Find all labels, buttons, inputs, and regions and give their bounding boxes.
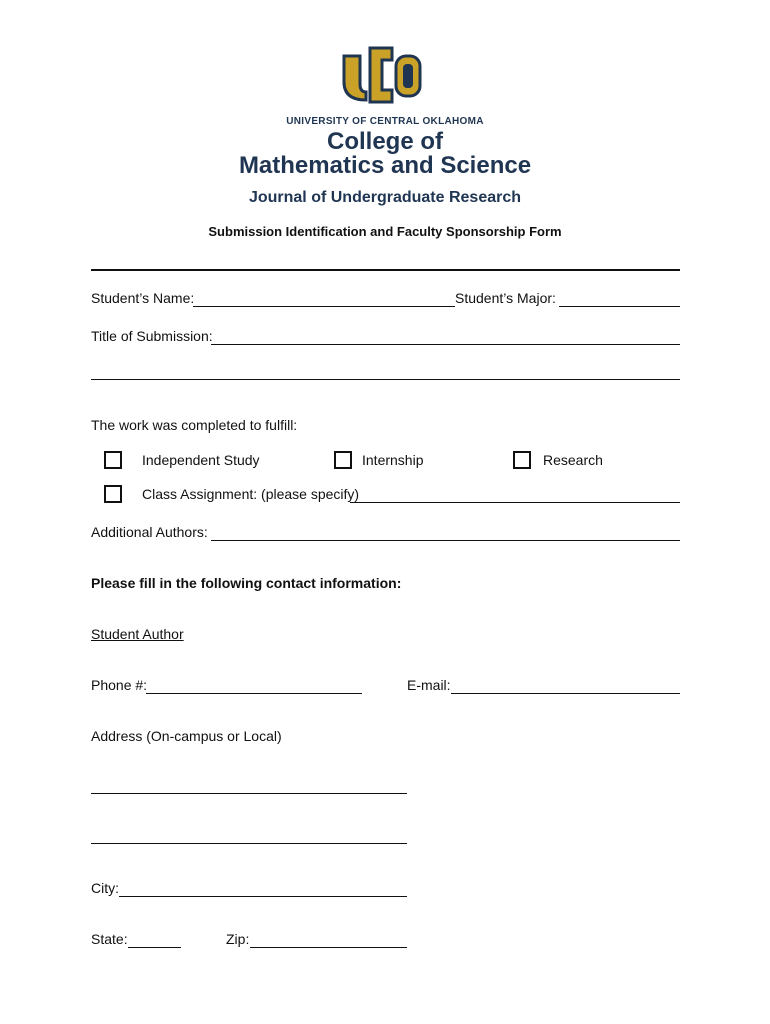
journal-title: Journal of Undergraduate Research [248, 189, 522, 206]
independent-study-label: Independent Study [142, 452, 260, 468]
college-line-1: College of [326, 128, 443, 155]
title-label: Title of Submission: [91, 328, 213, 344]
phone-field[interactable] [146, 693, 362, 694]
class-assignment-checkbox[interactable] [104, 485, 122, 503]
state-field[interactable] [128, 947, 181, 948]
student-name-label: Student’s Name: [91, 290, 195, 306]
city-label: City: [91, 880, 119, 896]
zip-label: Zip: [226, 931, 250, 947]
research-checkbox[interactable] [513, 451, 531, 469]
state-label: State: [91, 931, 128, 947]
title-field[interactable] [211, 344, 680, 345]
city-field[interactable] [119, 896, 407, 897]
college-line-2: Mathematics and Science [238, 152, 532, 179]
student-major-field[interactable] [559, 306, 680, 307]
independent-study-checkbox[interactable] [104, 451, 122, 469]
uco-logo-mark [340, 44, 424, 108]
header-divider [91, 269, 680, 271]
zip-field[interactable] [250, 947, 407, 948]
contact-heading: Please fill in the following contact information: [91, 575, 402, 591]
class-assignment-field[interactable] [350, 502, 680, 503]
additional-authors-field[interactable] [211, 540, 680, 541]
internship-checkbox[interactable] [334, 451, 352, 469]
student-major-label: Student’s Major: [455, 290, 556, 306]
university-name: UNIVERSITY OF CENTRAL OKLAHOMA [286, 116, 484, 127]
phone-label: Phone #: [91, 677, 148, 693]
additional-authors-label: Additional Authors: [91, 524, 208, 540]
uco-logo [340, 44, 424, 108]
form-title: Submission Identification and Faculty Sponsorship Form [208, 224, 562, 239]
email-field[interactable] [451, 693, 680, 694]
title-field-line-2[interactable] [91, 379, 680, 380]
internship-label: Internship [362, 452, 424, 468]
student-name-field[interactable] [193, 306, 455, 307]
research-label: Research [543, 452, 603, 468]
student-author-section: Student Author [91, 626, 184, 642]
email-label: E-mail: [407, 677, 451, 693]
address-label: Address (On-campus or Local) [91, 728, 282, 744]
address-field-line-2[interactable] [91, 843, 407, 844]
class-assignment-label: Class Assignment: (please specify) [142, 486, 360, 502]
fulfill-label: The work was completed to fulfill: [91, 417, 298, 433]
address-field-line-1[interactable] [91, 793, 407, 794]
